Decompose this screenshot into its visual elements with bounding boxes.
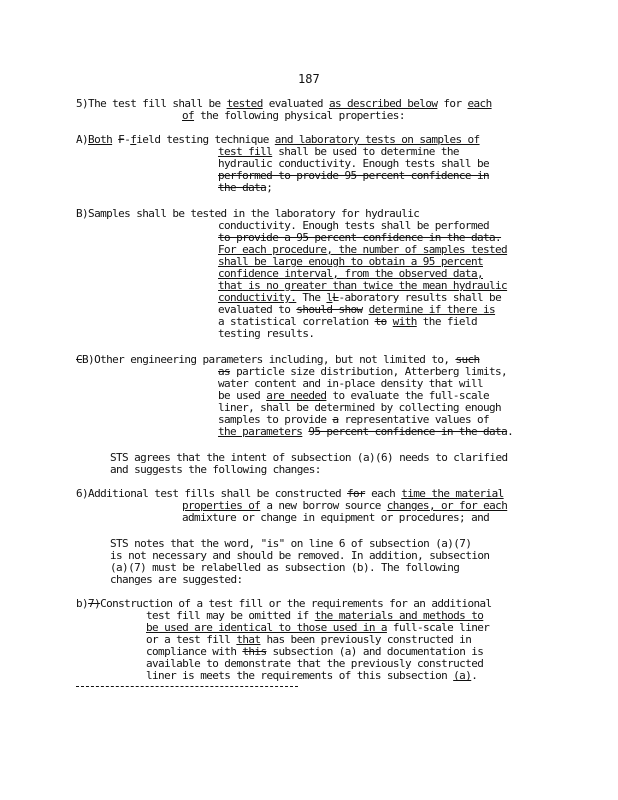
para-b-line-4: For each procedure, the number of samples tested (218, 243, 508, 256)
para-b7-line-6: available to demonstrate that the previously constructed (146, 657, 484, 670)
para-b-line-8: conductivity. The lL-aboratory results shall be (218, 291, 502, 304)
para-b7-line-2: test fill may be omitted if the materials and methods to (146, 609, 484, 622)
para-c-line-2: as particle size distribution, Atterberg limits, (218, 365, 508, 378)
para-c-line-1: CB)Other engineering parameters including, but not limited to, such (76, 353, 480, 366)
para-b7-line-4: or a test fill that has been previously constructed in (146, 633, 472, 646)
para-6-line-3: admixture or change in equipment or procedures; and (182, 511, 490, 524)
page-number: 187 (298, 72, 320, 86)
para-c-line-4: be used are needed to evaluate the full-scale (218, 389, 490, 402)
para-a-line-1: A)Both F-field testing technique and laboratory tests on samples of (76, 133, 480, 146)
para-b-line-1: B)Samples shall be tested in the laboratory for hydraulic (76, 207, 420, 220)
para-b-line-10: a statistical correlation to with the field (218, 315, 477, 328)
para-6-line-2: properties of a new borrow source changes, or for each (182, 499, 508, 512)
para-c-line-7: the parameters 95 percent confidence in the data. (218, 425, 514, 438)
para-b-line-11: testing results. (218, 327, 315, 340)
para-a-line-3: hydraulic conductivity. Enough tests shall be (218, 157, 490, 170)
para-5-line-1: 5)The test fill shall be tested evaluated as described below for each (76, 97, 492, 110)
para-c-line-5: liner, shall be determined by collecting enough (218, 401, 502, 414)
para-b-line-7: that is no greater than twice the mean hydraulic (218, 279, 508, 292)
para-b-line-9: evaluated to should show determine if there is (218, 303, 496, 316)
para-b7-line-3: be used are identical to those used in a full-scale liner (146, 621, 490, 634)
para-a-line-4: performed to provide 95 percent confidence in (218, 169, 490, 182)
comment-1-line-1: STS agrees that the intent of subsection (a)(6) needs to clarified (110, 451, 508, 464)
para-c-line-3: water content and in-place density that will (218, 377, 483, 390)
para-b-line-3: to provide a 95 percent confidence in the data. (218, 231, 502, 244)
para-b-line-2: conductivity. Enough tests shall be performed (218, 219, 490, 232)
para-b7-line-5: compliance with this subsection (a) and documentation is (146, 645, 484, 658)
comment-2-line-2: is not necessary and should be removed. In addition, subsection (110, 549, 490, 562)
comment-2-line-1: STS notes that the word, "is" on line 6 of subsection (a)(7) (110, 537, 472, 550)
para-b7-line-1: b)7)Construction of a test fill or the requirements for an additional (76, 597, 492, 610)
para-c-line-6: samples to provide a representative values of (218, 413, 490, 426)
footnote-separator (76, 686, 298, 687)
para-5-line-2: of the following physical properties: (182, 109, 405, 122)
para-6-line-1: 6)Additional test fills shall be constructed for each time the material (76, 487, 504, 500)
para-a-line-5: the data; (218, 181, 273, 194)
para-b-line-6: confidence interval, from the observed data, (218, 267, 483, 280)
para-a-line-2: test fill shall be used to determine the (218, 145, 459, 158)
comment-1-line-2: and suggests the following changes: (110, 463, 321, 476)
comment-2-line-3: (a)(7) must be relabelled as subsection (b). The following (110, 561, 460, 574)
para-b7-line-7: liner is meets the requirements of this subsection (a). (146, 669, 478, 682)
comment-2-line-4: changes are suggested: (110, 573, 243, 586)
para-b-line-5: shall be large enough to obtain a 95 percent (218, 255, 483, 268)
